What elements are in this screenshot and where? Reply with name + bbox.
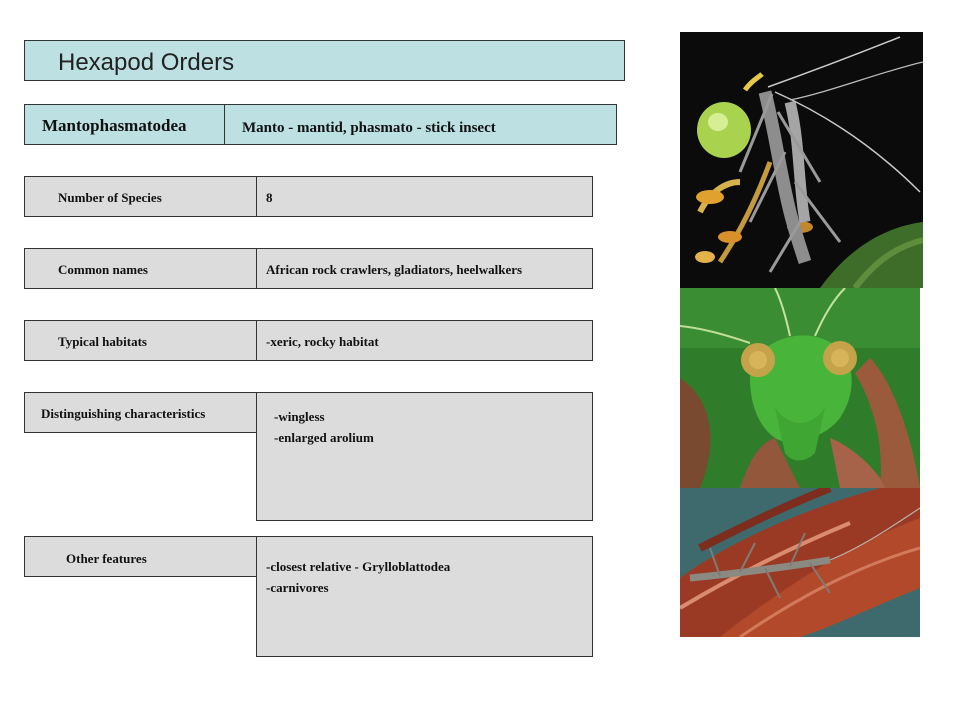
other-feature-item: -closest relative - Grylloblattodea <box>266 559 451 574</box>
habitats-value: -xeric, rocky habitat <box>266 334 379 349</box>
other-feature-item: -carnivores <box>266 580 329 595</box>
characteristics-label-box <box>24 392 257 433</box>
common-names-label: Common names <box>58 262 148 277</box>
other-features-label-box <box>24 536 257 577</box>
title-box <box>24 40 625 81</box>
insect-on-red-leaves-photo <box>680 488 920 637</box>
common-names-value: African rock crawlers, gladiators, heelwalkers <box>266 262 523 277</box>
other-features-label: Other features <box>66 551 147 566</box>
insect-on-flower-photo <box>680 32 923 288</box>
other-features-list <box>266 556 450 598</box>
characteristics-value-box <box>256 392 593 521</box>
characteristics-label: Distinguishing characteristics <box>41 406 206 421</box>
species-count-label: Number of Species <box>58 190 162 205</box>
page-title: Hexapod Orders <box>58 49 235 76</box>
habitats-label-box <box>24 320 257 361</box>
etymology: Manto - mantid, phasmato - stick insect <box>242 120 496 136</box>
habitats-label: Typical habitats <box>58 334 147 349</box>
order-name-box <box>24 104 225 145</box>
habitats-value-box <box>256 320 593 361</box>
etymology-box <box>224 104 617 145</box>
common-names-value-box <box>256 248 593 289</box>
characteristic-item: -wingless <box>274 409 325 424</box>
species-count-value-box <box>256 176 593 217</box>
other-features-value-box <box>256 536 593 657</box>
common-names-label-box <box>24 248 257 289</box>
species-count-value: 8 <box>266 190 273 205</box>
order-name: Mantophasmatodea <box>42 116 187 135</box>
characteristics-list <box>274 406 374 448</box>
green-insect-face-photo <box>680 288 920 488</box>
species-count-label-box <box>24 176 257 217</box>
characteristic-item: -enlarged arolium <box>274 430 374 445</box>
